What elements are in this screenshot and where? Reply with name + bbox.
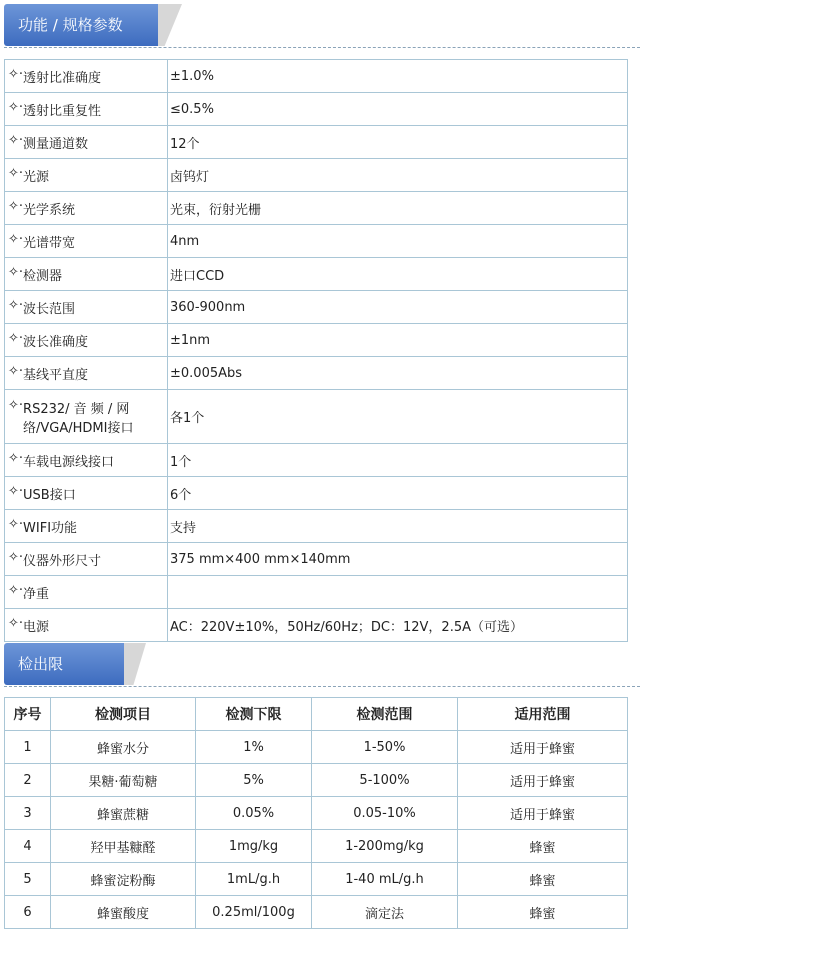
diamond-bullet-icon: ✧· — [8, 330, 24, 346]
spec-row — [5, 390, 628, 444]
spec-row — [5, 477, 628, 510]
spec-value: 4nm — [168, 225, 628, 258]
diamond-bullet-icon: ✧· — [8, 231, 24, 247]
spec-name-cell — [5, 324, 168, 357]
spec-name-cell — [5, 543, 168, 576]
spec-name: 仪器外形尺寸 — [23, 553, 102, 569]
section-header-specs — [4, 4, 640, 50]
spec-name-cell — [5, 258, 168, 291]
spec-value: 支持 — [168, 510, 628, 543]
table-cell: 2 — [5, 764, 51, 797]
spec-name: 光谱带宽 — [23, 235, 76, 251]
spec-value: 卤钨灯 — [168, 159, 628, 192]
diamond-bullet-icon: ✧· — [8, 615, 24, 631]
table-cell: 3 — [5, 797, 51, 830]
spec-value: AC：220V±10%，50Hz/60Hz；DC：12V，2.5A（可选） — [168, 609, 628, 642]
spec-name: 检测器 — [23, 268, 63, 284]
table-cell: 蜂蜜 — [458, 830, 628, 863]
spec-value: 进口CCD — [168, 258, 628, 291]
section-header-detection — [4, 643, 640, 689]
table-cell: 滴定法 — [312, 896, 458, 929]
spec-row — [5, 126, 628, 159]
spec-name-cell — [5, 609, 168, 642]
spec-name-cell — [5, 357, 168, 390]
spec-row — [5, 609, 628, 642]
table-cell: 羟甲基糠醛 — [51, 830, 196, 863]
spec-value: 12个 — [168, 126, 628, 159]
spec-row — [5, 192, 628, 225]
diamond-bullet-icon: ✧· — [8, 397, 24, 413]
spec-name-cell — [5, 477, 168, 510]
table-cell: 适用于蜂蜜 — [458, 764, 628, 797]
spec-value: ±1.0% — [168, 60, 628, 93]
detection-table — [4, 697, 628, 929]
spec-name: 电源 — [23, 619, 50, 635]
table-cell: 蜂蜜水分 — [51, 731, 196, 764]
spec-row — [5, 159, 628, 192]
spec-name: RS232/ 音 频 / 网络/VGA/HDMI接口 — [23, 401, 134, 436]
spec-row — [5, 444, 628, 477]
diamond-bullet-icon: ✧· — [8, 132, 24, 148]
table-cell: 蜂蜜 — [458, 896, 628, 929]
spec-value: 各1个 — [168, 390, 628, 444]
table-row — [5, 830, 628, 863]
column-header: 检测项目 — [51, 698, 196, 731]
spec-row — [5, 510, 628, 543]
section-divider — [4, 47, 640, 48]
diamond-bullet-icon: ✧· — [8, 264, 24, 280]
diamond-bullet-icon: ✧· — [8, 99, 24, 115]
table-cell: 1-40 mL/g.h — [312, 863, 458, 896]
column-header: 检测下限 — [196, 698, 312, 731]
table-cell: 1mg/kg — [196, 830, 312, 863]
table-cell: 蜂蜜蔗糖 — [51, 797, 196, 830]
spec-name: 基线平直度 — [23, 367, 89, 383]
spec-name-cell — [5, 291, 168, 324]
diamond-bullet-icon: ✧· — [8, 483, 24, 499]
spec-name: 光源 — [23, 169, 50, 185]
diamond-bullet-icon: ✧· — [8, 363, 24, 379]
diamond-bullet-icon: ✧· — [8, 582, 24, 598]
table-cell: 适用于蜂蜜 — [458, 731, 628, 764]
spec-name-cell — [5, 225, 168, 258]
table-cell: 5-100% — [312, 764, 458, 797]
table-row — [5, 797, 628, 830]
diamond-bullet-icon: ✧· — [8, 450, 24, 466]
column-header: 适用范围 — [458, 698, 628, 731]
spec-value: 光束，衍射光栅 — [168, 192, 628, 225]
spec-name: WIFI功能 — [23, 520, 78, 536]
table-cell: 5 — [5, 863, 51, 896]
column-header: 检测范围 — [312, 698, 458, 731]
table-cell: 5% — [196, 764, 312, 797]
column-header: 序号 — [5, 698, 51, 731]
spec-name-cell — [5, 93, 168, 126]
section-tab-specs: 功能 / 规格参数 — [4, 4, 158, 46]
spec-name-cell — [5, 126, 168, 159]
spec-name: 透射比重复性 — [23, 103, 102, 119]
table-cell: 1 — [5, 731, 51, 764]
diamond-bullet-icon: ✧· — [8, 66, 24, 82]
section-divider — [4, 686, 640, 687]
spec-name: 测量通道数 — [23, 136, 89, 152]
table-row — [5, 863, 628, 896]
table-cell: 1-200mg/kg — [312, 830, 458, 863]
table-cell: 0.05% — [196, 797, 312, 830]
table-cell: 0.05-10% — [312, 797, 458, 830]
table-cell: 1mL/g.h — [196, 863, 312, 896]
spec-name: 波长准确度 — [23, 334, 89, 350]
diamond-bullet-icon: ✧· — [8, 165, 24, 181]
spec-name-cell — [5, 390, 168, 444]
table-cell: 1-50% — [312, 731, 458, 764]
spec-row — [5, 60, 628, 93]
spec-value: 375 mm×400 mm×140mm — [168, 543, 628, 576]
spec-name: 净重 — [23, 586, 50, 602]
spec-row — [5, 576, 628, 609]
spec-name-cell — [5, 444, 168, 477]
spec-row — [5, 225, 628, 258]
spec-row — [5, 357, 628, 390]
diamond-bullet-icon: ✧· — [8, 516, 24, 532]
spec-row — [5, 291, 628, 324]
table-cell: 蜂蜜淀粉酶 — [51, 863, 196, 896]
spec-value: 6个 — [168, 477, 628, 510]
table-cell: 蜂蜜 — [458, 863, 628, 896]
spec-value: ≤0.5% — [168, 93, 628, 126]
table-row — [5, 731, 628, 764]
spec-value — [168, 576, 628, 609]
spec-name-cell — [5, 60, 168, 93]
spec-name-cell — [5, 576, 168, 609]
spec-value: ±1nm — [168, 324, 628, 357]
table-cell: 6 — [5, 896, 51, 929]
spec-row — [5, 324, 628, 357]
spec-name-cell — [5, 192, 168, 225]
spec-row — [5, 258, 628, 291]
table-cell: 果糖·葡萄糖 — [51, 764, 196, 797]
spec-name: 光学系统 — [23, 202, 76, 218]
spec-name: 透射比准确度 — [23, 70, 102, 86]
spec-name: 车载电源线接口 — [23, 454, 115, 470]
table-cell: 蜂蜜酸度 — [51, 896, 196, 929]
spec-value: 1个 — [168, 444, 628, 477]
spec-name-cell — [5, 159, 168, 192]
section-tab-detection: 检出限 — [4, 643, 124, 685]
table-cell: 4 — [5, 830, 51, 863]
spec-row — [5, 543, 628, 576]
table-row — [5, 764, 628, 797]
spec-name: USB接口 — [23, 487, 76, 503]
spec-name: 波长范围 — [23, 301, 76, 317]
diamond-bullet-icon: ✧· — [8, 297, 24, 313]
table-cell: 0.25ml/100g — [196, 896, 312, 929]
spec-row — [5, 93, 628, 126]
diamond-bullet-icon: ✧· — [8, 549, 24, 565]
spec-value: 360-900nm — [168, 291, 628, 324]
table-row — [5, 896, 628, 929]
spec-table — [4, 59, 628, 642]
spec-value: ±0.005Abs — [168, 357, 628, 390]
table-cell: 适用于蜂蜜 — [458, 797, 628, 830]
table-cell: 1% — [196, 731, 312, 764]
diamond-bullet-icon: ✧· — [8, 198, 24, 214]
spec-name-cell — [5, 510, 168, 543]
